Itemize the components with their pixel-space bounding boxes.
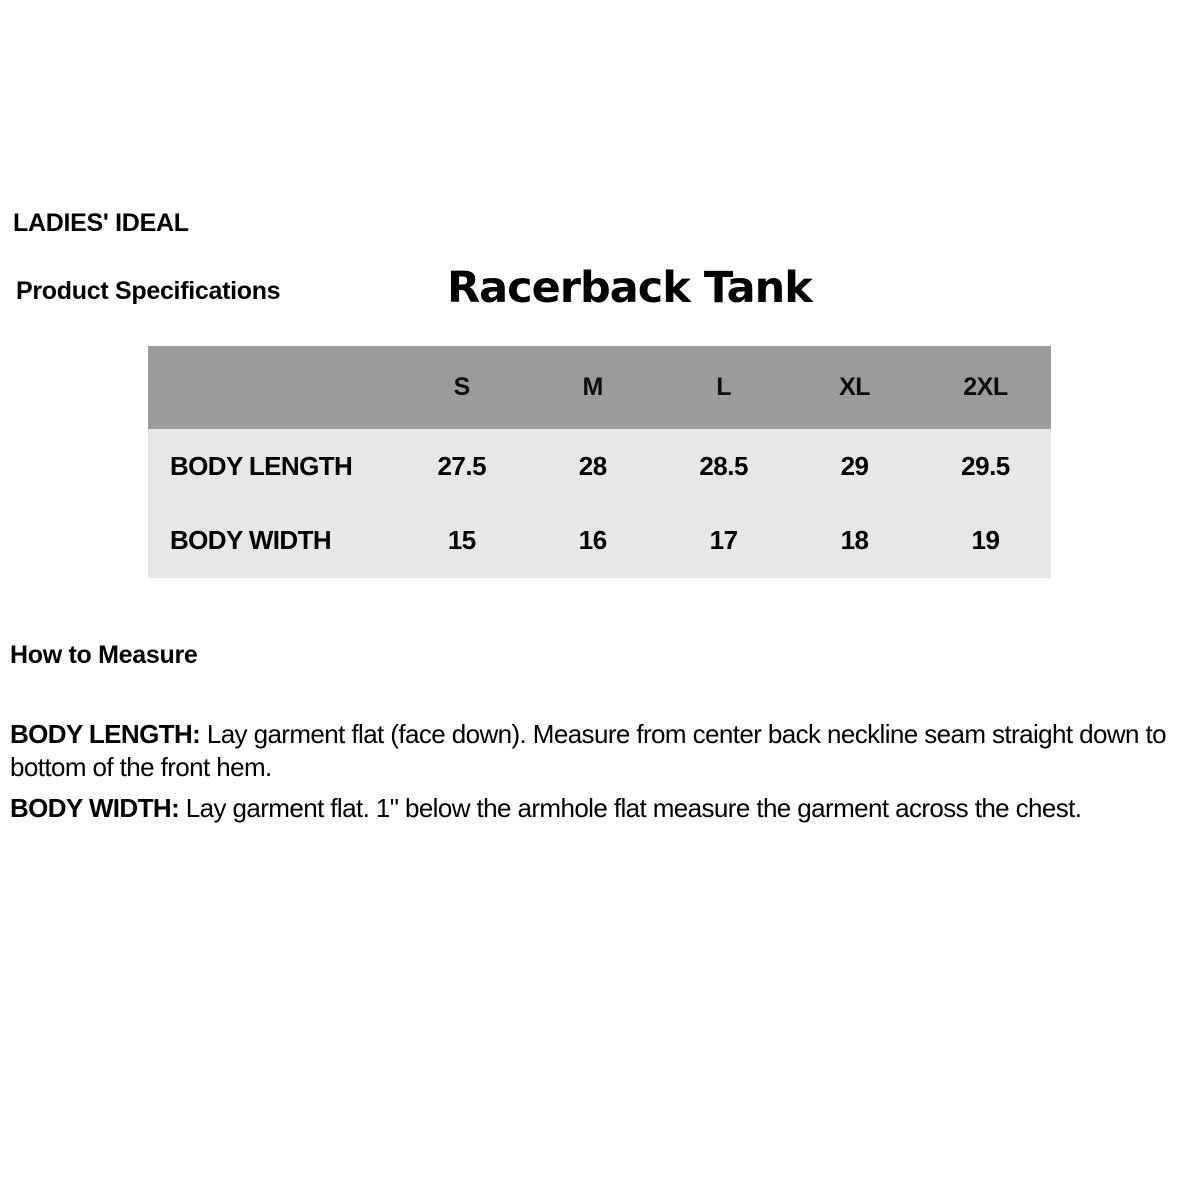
product-title: Racerback Tank [447, 263, 812, 313]
size-spec-header-row [148, 346, 1051, 429]
size-column-2xl: 2XL [963, 373, 1008, 401]
body-length-instruction-text: Lay garment flat (face down). Measure from center back neckline seam straight down to bottom of the front hem. [10, 719, 1166, 782]
size-spec-table [148, 346, 1051, 578]
table-row-body-width [148, 504, 1051, 579]
measure-instructions [10, 718, 1196, 825]
size-column-s: S [453, 373, 470, 401]
body-width-instruction [10, 792, 1196, 825]
brand-label: LADIES' IDEAL [13, 209, 189, 237]
table-row-body-length [148, 429, 1051, 504]
body-width-m: 16 [578, 525, 607, 556]
body-length-instruction [10, 718, 1196, 784]
body-width-l: 17 [709, 525, 738, 556]
body-length-l: 28.5 [699, 450, 748, 481]
body-length-instruction-term: BODY LENGTH: [10, 719, 201, 749]
size-column-xl: XL [839, 373, 871, 401]
body-length-s: 27.5 [437, 450, 487, 481]
body-length-2xl: 29.5 [961, 450, 1010, 481]
size-column-m: M [582, 373, 603, 401]
body-width-instruction-term: BODY WIDTH: [10, 793, 180, 823]
body-width-instruction-text: Lay garment flat. 1" below the armhole flat measure the garment across the chest. [179, 793, 1082, 823]
row-label-body-width: BODY WIDTH [170, 525, 332, 556]
body-length-xl: 29 [840, 450, 869, 481]
size-spec-body [148, 429, 1051, 578]
row-label-body-length: BODY LENGTH [170, 450, 353, 481]
body-width-xl: 18 [840, 525, 869, 556]
how-to-measure-heading: How to Measure [10, 641, 198, 669]
body-width-s: 15 [447, 525, 476, 556]
body-width-2xl: 19 [971, 525, 1000, 556]
section-title: Product Specifications [16, 277, 281, 305]
size-column-l: L [716, 373, 731, 401]
body-length-m: 28 [578, 450, 607, 481]
